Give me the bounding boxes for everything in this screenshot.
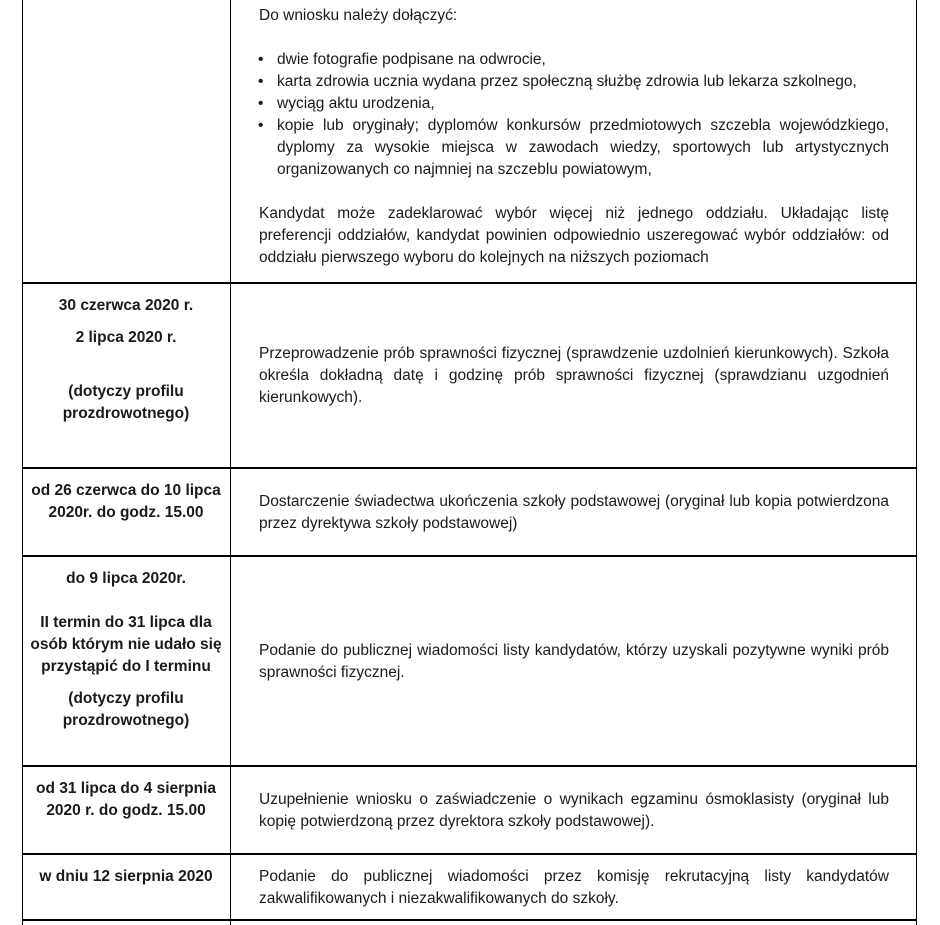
row-divider: [22, 555, 917, 557]
list-item: • wyciąg aktu urodzenia,: [259, 93, 889, 115]
date-line: od 31 lipca do 4 sierpnia 2020 r. do godz. 15.00: [35, 780, 217, 819]
list-item: • kopie lub oryginały; dyplomów konkursów przedmiotowych szczebla wojewódzkiego, dyplomy za wysokie miejsca w zawodach wiedzy, sportowych lub artystycznych organizowanych co najmniej na szczeblu powiatowym,: [258, 117, 889, 178]
bullet-icon: •: [258, 117, 264, 134]
attachments-intro: Do wniosku należy dołączyć:: [259, 7, 458, 24]
description-cell: Podanie do publicznej wiadomości listy kandydatów, którzy uzyskali pozytywne wyniki prób sprawności fizycznej.: [259, 642, 889, 681]
date-line: w dniu 12 sierpnia 2020: [39, 868, 213, 885]
date-note: (dotyczy profilu prozdrowotnego): [62, 690, 190, 729]
row-divider: [22, 282, 917, 284]
date-cell: [22, 866, 230, 888]
description-cell: Uzupełnienie wniosku o zaświadczenie o wynikach egzaminu ósmoklasisty (oryginał lub kopię potwierdzoną przez dyrektora szkoły podstawowej).: [259, 791, 889, 830]
attachments-cell: [259, 5, 889, 269]
bullet-icon: •: [258, 95, 264, 112]
date-cell: [22, 295, 230, 425]
preferences-note: Kandydat może zadeklarować wybór więcej niż jednego oddziału. Układając listę preferencji oddziałów, kandydat powinien odpowiednio uszeregować wybór oddziałów: od oddziału pierwszego wyboru do kolejnych na niższych poziomach: [259, 205, 889, 266]
date-line: od 26 czerwca do 10 lipca 2020r. do godz. 15.00: [31, 482, 221, 521]
date-line: 30 czerwca 2020 r.: [58, 297, 194, 314]
date-line: II termin do 31 lipca dla osób którym nie udało się przystąpić do I terminu: [30, 614, 222, 675]
date-line: do 9 lipca 2020r.: [66, 570, 186, 587]
bullet-icon: •: [258, 73, 264, 90]
row-divider: [22, 853, 917, 855]
date-line: 2 lipca 2020 r.: [75, 329, 177, 346]
date-note: (dotyczy profilu prozdrowotnego): [62, 383, 190, 422]
row-divider: [22, 919, 917, 921]
table-border-right: [916, 0, 917, 925]
list-item: • dwie fotografie podpisane na odwrocie,: [259, 49, 889, 71]
attachments-list: [259, 49, 889, 181]
schedule-table: [22, 0, 917, 925]
date-cell: [22, 480, 230, 524]
column-divider: [230, 0, 231, 925]
bullet-icon: •: [258, 51, 264, 68]
date-cell: [22, 568, 230, 732]
description-cell: Dostarczenie świadectwa ukończenia szkoły podstawowej (oryginał lub kopia potwierdzona przez dyrektywa szkoły podstawowej): [259, 493, 889, 532]
row-divider: [22, 467, 917, 469]
description-cell: Przeprowadzenie prób sprawności fizycznej (sprawdzenie uzdolnień kierunkowych). Szkoła określa dokładną datę i godzinę prób sprawności fizycznej (sprawdzianu uzgodnień kierunkowych).: [259, 345, 889, 406]
list-item: • karta zdrowia ucznia wydana przez społeczną służbę zdrowia lub lekarza szkolnego,: [259, 71, 889, 93]
description-cell: Podanie do publicznej wiadomości przez komisję rekrutacyjną listy kandydatów zakwalifikowanych i niezakwalifikowanych do szkoły.: [259, 868, 889, 907]
date-cell: [22, 778, 230, 822]
row-divider: [22, 765, 917, 767]
